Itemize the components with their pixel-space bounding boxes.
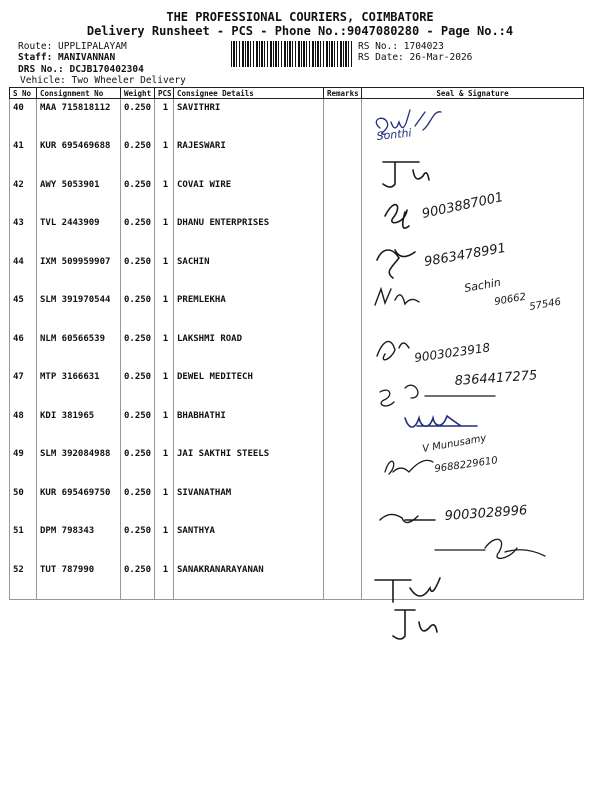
table-row [10, 407, 584, 446]
cell-signature [362, 407, 584, 446]
cell-remarks [324, 253, 362, 292]
table-row [10, 253, 584, 292]
cell-weight: 0.250 [121, 291, 155, 330]
cell-signature [362, 137, 584, 176]
cell-sno: 48 [10, 407, 37, 446]
cell-remarks [324, 561, 362, 600]
barcode [231, 41, 354, 67]
cell-consignee: SIVANATHAM [174, 484, 324, 523]
header-consignee: Consignee Details [174, 88, 324, 99]
cell-sno: 43 [10, 214, 37, 253]
cell-consignee: SANTHYA [174, 522, 324, 561]
hw-row40: Sonthi [375, 126, 413, 143]
header-consignment: Consignment No [37, 88, 121, 99]
cell-consignee: RAJESWARI [174, 137, 324, 176]
cell-weight: 0.250 [121, 407, 155, 446]
cell-signature [362, 445, 584, 484]
cell-consignment: KUR 695469688 [37, 137, 121, 176]
cell-pcs: 1 [155, 253, 174, 292]
cell-sno: 46 [10, 330, 37, 369]
cell-sno: 49 [10, 445, 37, 484]
header-weight: Weight [121, 88, 155, 99]
cell-consignment: MTP 3166631 [37, 368, 121, 407]
cell-consignee: COVAI WIRE [174, 176, 324, 215]
cell-consignee: SACHIN [174, 253, 324, 292]
rs-date: RS Date: 26-Mar-2026 [358, 52, 473, 63]
cell-weight: 0.250 [121, 176, 155, 215]
cell-weight: 0.250 [121, 253, 155, 292]
hw-row45: 9003023918 [413, 340, 492, 365]
cell-remarks [324, 484, 362, 523]
header-remarks: Remarks [324, 88, 362, 99]
cell-sno: 40 [10, 99, 37, 138]
cell-pcs: 1 [155, 330, 174, 369]
cell-pcs: 1 [155, 137, 174, 176]
table-row [10, 445, 584, 484]
hw-row44c: 57546 [528, 296, 562, 313]
cell-signature [362, 214, 584, 253]
cell-consignment: TVL 2443909 [37, 214, 121, 253]
cell-weight: 0.250 [121, 330, 155, 369]
table-row [10, 214, 584, 253]
table-row [10, 522, 584, 561]
hw-row42: 9003887001 [420, 190, 505, 222]
cell-pcs: 1 [155, 291, 174, 330]
cell-remarks [324, 445, 362, 484]
hw-row48a: V Munusamy [421, 432, 488, 455]
cell-weight: 0.250 [121, 137, 155, 176]
header-signature: Seal & Signature [362, 88, 584, 99]
cell-consignee: PREMLEKHA [174, 291, 324, 330]
cell-pcs: 1 [155, 561, 174, 600]
cell-weight: 0.250 [121, 561, 155, 600]
cell-signature [362, 368, 584, 407]
hw-row44a: Sachin [463, 275, 502, 295]
cell-weight: 0.250 [121, 99, 155, 138]
cell-pcs: 1 [155, 484, 174, 523]
cell-remarks [324, 522, 362, 561]
cell-remarks [324, 291, 362, 330]
cell-sno: 42 [10, 176, 37, 215]
table-row [10, 330, 584, 369]
cell-consignee: LAKSHMI ROAD [174, 330, 324, 369]
cell-sno: 44 [10, 253, 37, 292]
cell-signature [362, 99, 584, 138]
cell-weight: 0.250 [121, 445, 155, 484]
cell-sno: 50 [10, 484, 37, 523]
hw-row46: 8364417275 [454, 368, 538, 389]
cell-signature [362, 561, 584, 600]
table-row [10, 368, 584, 407]
cell-pcs: 1 [155, 214, 174, 253]
route-label: Route: UPPLIPALAYAM [18, 41, 127, 52]
cell-pcs: 1 [155, 522, 174, 561]
cell-remarks [324, 176, 362, 215]
cell-consignment: DPM 798343 [37, 522, 121, 561]
table-row [10, 291, 584, 330]
cell-weight: 0.250 [121, 214, 155, 253]
cell-sno: 47 [10, 368, 37, 407]
rs-number: RS No.: 1704023 [358, 41, 444, 52]
header-pcs: PCS [155, 88, 174, 99]
table-row [10, 137, 584, 176]
runsheet-table [9, 87, 584, 600]
cell-consignee: JAI SAKTHI STEELS [174, 445, 324, 484]
cell-consignment: IXM 509959907 [37, 253, 121, 292]
cell-consignee: SANAKRANARAYANAN [174, 561, 324, 600]
cell-consignment: MAA 715818112 [37, 99, 121, 138]
cell-consignee: SAVITHRI [174, 99, 324, 138]
cell-signature [362, 176, 584, 215]
cell-pcs: 1 [155, 407, 174, 446]
cell-consignee: DEWEL MEDITECH [174, 368, 324, 407]
staff-label: Staff: MANIVANNAN [18, 52, 116, 63]
cell-pcs: 1 [155, 99, 174, 138]
cell-sno: 52 [10, 561, 37, 600]
hw-row49: 9003028996 [444, 503, 528, 524]
vehicle-label: Vehicle: Two Wheeler Delivery [20, 75, 186, 86]
cell-consignment: TUT 787990 [37, 561, 121, 600]
table-row [10, 484, 584, 523]
cell-remarks [324, 214, 362, 253]
cell-consignment: SLM 392084988 [37, 445, 121, 484]
hw-row44b: 90662 [493, 291, 527, 308]
cell-remarks [324, 99, 362, 138]
company-title: THE PROFESSIONAL COURIERS, COIMBATORE [166, 10, 434, 24]
cell-sno: 51 [10, 522, 37, 561]
cell-pcs: 1 [155, 176, 174, 215]
cell-remarks [324, 330, 362, 369]
cell-signature [362, 522, 584, 561]
cell-weight: 0.250 [121, 484, 155, 523]
cell-weight: 0.250 [121, 368, 155, 407]
cell-weight: 0.250 [121, 522, 155, 561]
cell-consignment: KUR 695469750 [37, 484, 121, 523]
cell-pcs: 1 [155, 445, 174, 484]
cell-signature [362, 330, 584, 369]
hw-row43: 9863478991 [423, 240, 508, 270]
cell-consignment: AWY 5053901 [37, 176, 121, 215]
cell-remarks [324, 368, 362, 407]
cell-signature [362, 291, 584, 330]
drs-number: DRS No.: DCJB170402304 [18, 64, 144, 75]
header-sno: S No [10, 88, 37, 99]
signature-52 [393, 610, 437, 639]
cell-sno: 45 [10, 291, 37, 330]
cell-consignment: NLM 60566539 [37, 330, 121, 369]
table-row [10, 561, 584, 600]
cell-consignment: SLM 391970544 [37, 291, 121, 330]
cell-pcs: 1 [155, 368, 174, 407]
cell-remarks [324, 137, 362, 176]
runsheet-subtitle: Delivery Runsheet - PCS - Phone No.:9047080280 - Page No.:4 [86, 24, 514, 38]
hw-row48b: 9688229610 [433, 455, 499, 475]
cell-consignee: BHABHATHI [174, 407, 324, 446]
cell-remarks [324, 407, 362, 446]
cell-consignment: KDI 381965 [37, 407, 121, 446]
cell-signature [362, 253, 584, 292]
table-row [10, 99, 584, 138]
table-row [10, 176, 584, 215]
cell-consignee: DHANU ENTERPRISES [174, 214, 324, 253]
cell-signature [362, 484, 584, 523]
table-header-row [10, 88, 584, 99]
cell-sno: 41 [10, 137, 37, 176]
